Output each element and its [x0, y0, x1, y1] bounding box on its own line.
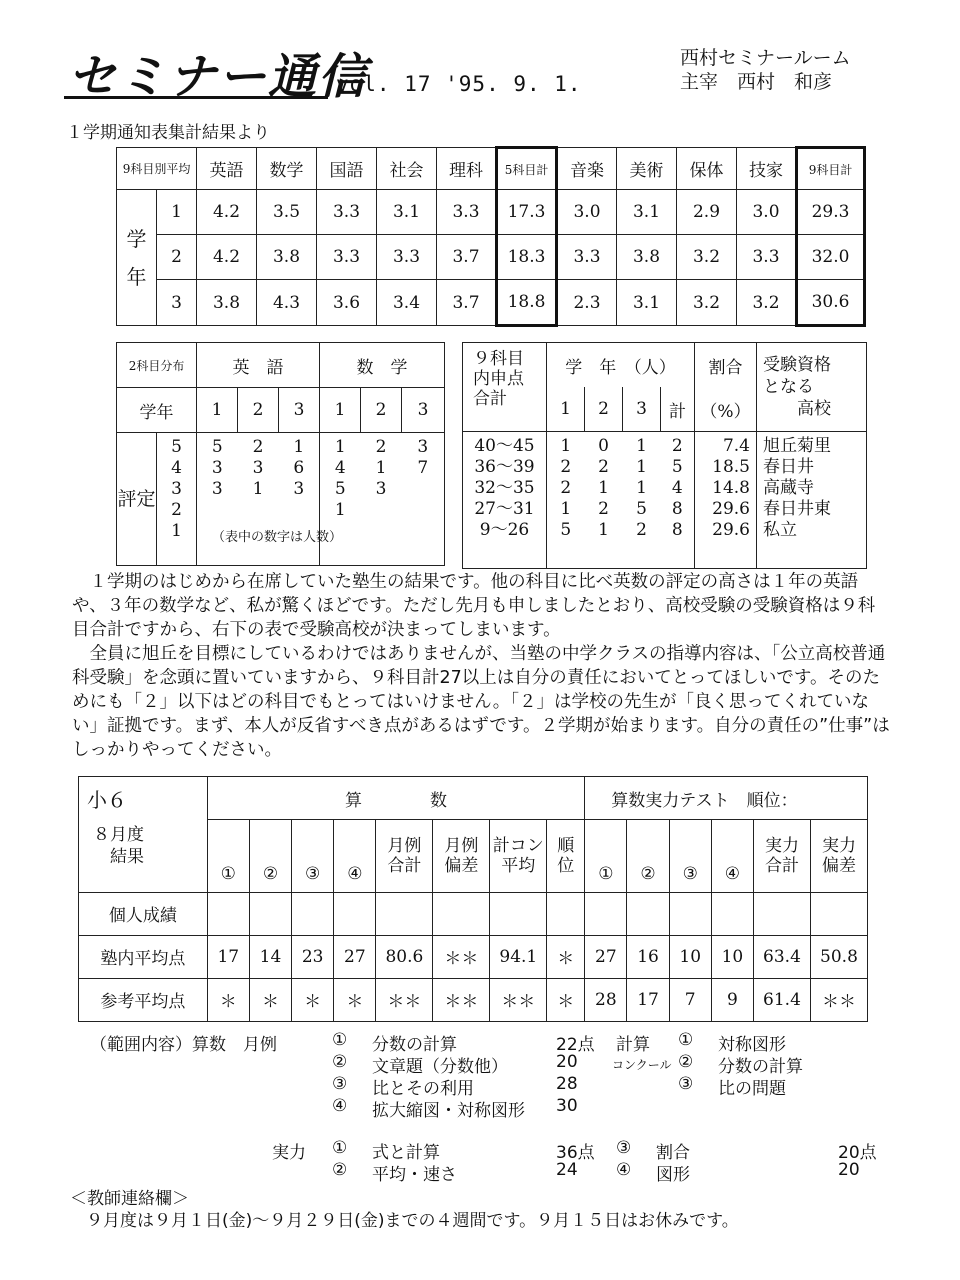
year-header: 2	[238, 388, 279, 433]
grade-cell: 4.2	[197, 190, 257, 235]
grade-cell: 3.8	[197, 280, 257, 326]
score-cell	[433, 892, 490, 935]
calc-topic: 対称図形	[718, 1035, 786, 1055]
year-header: 1	[197, 388, 238, 433]
score-cell: ＊＊	[490, 978, 547, 1021]
score-cell	[810, 892, 867, 935]
grade-total-cell: 18.8	[497, 280, 557, 326]
monthly-points: 28	[556, 1074, 578, 1094]
calc-topic: 比の問題	[718, 1079, 786, 1099]
sub-header: 月例 偏差	[433, 820, 490, 893]
monthly-no: ③	[332, 1074, 348, 1094]
org-owner: 主宰 西村 和彦	[680, 71, 833, 93]
score-cell: 28	[585, 978, 627, 1021]
subject-header: 技家	[737, 148, 797, 190]
table-row	[79, 978, 868, 1021]
score-cell: 61.4	[754, 978, 811, 1021]
score-cell	[207, 892, 249, 935]
sub-header: 順 位	[547, 820, 585, 893]
total-header: 計	[661, 387, 695, 432]
ability-no: ②	[332, 1160, 348, 1180]
score-cell: 17	[207, 935, 249, 978]
period-label: ８月度 結果	[79, 820, 208, 893]
score-cell: ＊	[207, 978, 249, 1021]
sub-header: ②	[627, 820, 669, 893]
grade-cell: 3.7	[437, 235, 497, 280]
sub-header: 計コン 平均	[490, 820, 547, 893]
grade-cell: 4.3	[257, 280, 317, 326]
monthly-no: ④	[332, 1096, 348, 1116]
percent-header: （%）	[695, 387, 757, 432]
subject-header: 音楽	[557, 148, 617, 190]
score-cell: ＊	[292, 978, 334, 1021]
grade-cell: 3.2	[737, 280, 797, 326]
calc-no: ③	[678, 1074, 694, 1094]
score-cell: 16	[627, 935, 669, 978]
dist-column: 2 3 1	[238, 433, 279, 566]
range-header: ９科目 内申点 合計	[463, 343, 547, 432]
ability-topic: 平均・速さ	[372, 1165, 457, 1185]
calc-no: ①	[678, 1030, 694, 1050]
ability-points: 20点	[838, 1143, 877, 1163]
score-cell: ＊	[249, 978, 291, 1021]
year-header: 3	[402, 388, 445, 433]
table-row	[117, 235, 865, 280]
range-label: （範囲内容）算数 月例	[90, 1035, 277, 1055]
commentary	[72, 570, 892, 762]
sub-header: ④	[334, 820, 376, 893]
subject-header: 国語	[317, 148, 377, 190]
rating-side-label: 評定	[117, 433, 157, 566]
ability-label: 実力	[272, 1143, 306, 1163]
teacher-notes-heading: ＜教師連絡欄＞	[70, 1189, 189, 1209]
calc-label: 計算	[616, 1035, 650, 1055]
grade-cell: 3.0	[557, 190, 617, 235]
ability-no: ④	[616, 1160, 632, 1180]
sub-header: ①	[207, 820, 249, 893]
subject-header: 英語	[197, 148, 257, 190]
year-header: 3	[279, 388, 320, 433]
score-cell: 63.4	[754, 935, 811, 978]
score-cell: 7	[669, 978, 711, 1021]
subject-header: 保体	[677, 148, 737, 190]
class-label: 小６	[79, 777, 208, 820]
grade-cell: 2.9	[677, 190, 737, 235]
ability-no: ③	[616, 1138, 632, 1158]
score-cell: 27	[585, 935, 627, 978]
grade-cell: 3.3	[317, 190, 377, 235]
dist-column: 1 6 3	[279, 433, 320, 566]
score-cell	[669, 892, 711, 935]
subject-header-nine-total: 9科目計	[797, 148, 865, 190]
score-cell: 10	[669, 935, 711, 978]
sub-header: 実力 合計	[754, 820, 811, 893]
table-corner: 2科目分布	[117, 343, 197, 388]
grade-cell: 3.5	[257, 190, 317, 235]
ability-points: 20	[838, 1160, 860, 1180]
grade-total-cell: 17.3	[497, 190, 557, 235]
score-cell: ＊＊	[433, 935, 490, 978]
math-header: 数 学	[320, 343, 445, 388]
score-cell	[249, 892, 291, 935]
score-cell: ＊＊	[433, 978, 490, 1021]
grade-cell: 3.2	[677, 280, 737, 326]
sub-header: ④	[711, 820, 753, 893]
grade-total-cell: 18.3	[497, 235, 557, 280]
distribution-note: （表中の数字は人数）	[212, 530, 343, 545]
year-header: 2	[585, 387, 623, 432]
score-cell	[585, 892, 627, 935]
math-section-header: 算 数	[207, 777, 585, 820]
ratio-header: 割合	[695, 343, 757, 388]
grade-cell: 3.4	[377, 280, 437, 326]
grade-cell: 3.3	[437, 190, 497, 235]
year-count-header: 学 年 （人）	[547, 343, 695, 388]
score-cell	[547, 892, 585, 935]
eligibility-table	[462, 342, 867, 569]
grade-cell: 3.8	[257, 235, 317, 280]
year-header: 1	[320, 388, 361, 433]
ability-no: ①	[332, 1138, 348, 1158]
subject-header: 理科	[437, 148, 497, 190]
score-cell: 94.1	[490, 935, 547, 978]
score-cell: ＊	[334, 978, 376, 1021]
table-row	[117, 190, 865, 235]
monthly-points: 20	[556, 1052, 578, 1072]
teacher-notes-text: ９月度は９月１日(金)〜９月２９日(金)までの４週間です。９月１５日はお休みです。	[86, 1211, 739, 1231]
table-row	[117, 280, 865, 326]
subject-header: 数学	[257, 148, 317, 190]
year2-counts: 0 2 1 2 1	[585, 432, 623, 569]
year-header: 2	[361, 388, 402, 433]
grade-cell: 3.0	[737, 190, 797, 235]
sub-header: ②	[249, 820, 291, 893]
ability-test-header: 算数実力テスト 順位：	[585, 777, 868, 820]
score-cell: ＊＊	[376, 978, 433, 1021]
sub-header: ①	[585, 820, 627, 893]
score-cell	[711, 892, 753, 935]
ratio-values: 7.4 18.5 14.8 29.6 29.6	[695, 432, 757, 569]
monthly-no: ②	[332, 1052, 348, 1072]
ability-points: 24	[556, 1160, 578, 1180]
grade-cell: 3.3	[317, 235, 377, 280]
dist-column: 3 7	[402, 433, 445, 566]
score-cell	[490, 892, 547, 935]
calc-topic: 分数の計算	[718, 1057, 803, 1077]
score-cell: 9	[711, 978, 753, 1021]
rating-values: 5 4 3 2 1	[157, 433, 197, 566]
year-cell: 2	[157, 235, 197, 280]
grade-average-table	[116, 146, 866, 327]
row-label: 個人成績	[79, 892, 208, 935]
sub-header: ③	[669, 820, 711, 893]
score-cell	[292, 892, 334, 935]
math-results-table	[78, 776, 868, 1022]
table-row	[79, 935, 868, 978]
table-row	[79, 892, 868, 935]
total-counts: 2 5 4 8 8	[661, 432, 695, 569]
dist-column: 1 4 5 1	[320, 433, 361, 566]
score-cell: ＊＊	[810, 978, 867, 1021]
summary-caption: １学期通知表集計結果より	[66, 123, 270, 143]
volume-date: vol. 17 '95. 9. 1.	[336, 72, 582, 96]
ability-topic: 割合	[656, 1143, 690, 1163]
grade-cell: 3.6	[317, 280, 377, 326]
ability-topic: 式と計算	[372, 1143, 440, 1163]
score-cell	[334, 892, 376, 935]
grade-cell: 3.3	[557, 235, 617, 280]
ability-points: 36点	[556, 1143, 595, 1163]
monthly-topic: 比とその利用	[372, 1079, 474, 1099]
grade-cell: 3.8	[617, 235, 677, 280]
commentary-paragraph-2: 全員に旭丘を目標にしているわけではありませんが、当塾の中学クラスの指導内容は、「公立高校普通科受験」を念頭に置いていますから、９科目計27以上は自分の責任においてとってほしいです。そのためにも「２」以下はどの科目でもとってはいけません。「２」は学校の先生が「良く思ってくれていない」証拠です。まず、本人が反省すべき点があるはずです。２学期が始まります。自分の責任の”仕事”はしっかりやってください。	[72, 644, 890, 760]
org-name: 西村セミナールーム	[680, 47, 851, 69]
score-cell: 23	[292, 935, 334, 978]
english-header: 英 語	[197, 343, 320, 388]
grade-cell: 3.7	[437, 280, 497, 326]
score-cell	[627, 892, 669, 935]
sub-header: 実力 偏差	[810, 820, 867, 893]
year-cell: 3	[157, 280, 197, 326]
eligible-schools: 旭丘菊里 春日井 高蔵寺 春日井東 私立	[757, 432, 867, 569]
concours-label: コンクール	[612, 1058, 672, 1072]
title-underline	[64, 96, 328, 99]
year-cell: 1	[157, 190, 197, 235]
grade-cell: 3.1	[617, 190, 677, 235]
score-cell: 80.6	[376, 935, 433, 978]
score-cell: 10	[711, 935, 753, 978]
monthly-topic: 分数の計算	[372, 1035, 457, 1055]
table-corner: 9科目別平均	[117, 148, 197, 190]
monthly-no: ①	[332, 1030, 348, 1050]
grade-cell: 3.1	[377, 190, 437, 235]
grade-cell: 3.3	[737, 235, 797, 280]
grade-total-cell: 30.6	[797, 280, 865, 326]
year-header: 1	[547, 387, 585, 432]
subject-header-five-total: 5科目計	[497, 148, 557, 190]
school-header: 受験資格 となる 高校	[757, 343, 867, 432]
year1-counts: 1 2 2 1 5	[547, 432, 585, 569]
subject-header: 社会	[377, 148, 437, 190]
monthly-topic: 文章題（分数他）	[372, 1057, 508, 1077]
newsletter-title: セミナー通信	[68, 49, 369, 105]
grade-cell: 3.1	[617, 280, 677, 326]
score-cell: 17	[627, 978, 669, 1021]
row-label: 塾内平均点	[79, 935, 208, 978]
dist-column: 2 1 3	[361, 433, 402, 566]
dist-column: 5 3 3	[197, 433, 238, 566]
score-cell: 27	[334, 935, 376, 978]
monthly-topic: 拡大縮図・対称図形	[372, 1101, 525, 1121]
year3-counts: 1 1 1 5 2	[623, 432, 661, 569]
score-cell: 14	[249, 935, 291, 978]
grade-cell: 3.2	[677, 235, 737, 280]
score-ranges: 40〜45 36〜39 32〜35 27〜31 9〜26	[463, 432, 547, 569]
score-cell	[376, 892, 433, 935]
year-header: 3	[623, 387, 661, 432]
ability-topic: 図形	[656, 1165, 690, 1185]
grade-cell: 3.3	[377, 235, 437, 280]
sub-header: 月例 合計	[376, 820, 433, 893]
grade-cell: 4.2	[197, 235, 257, 280]
organization-block	[680, 46, 851, 94]
sub-header: ③	[292, 820, 334, 893]
subject-header: 美術	[617, 148, 677, 190]
grade-cell: 2.3	[557, 280, 617, 326]
monthly-points: 22点	[556, 1035, 595, 1055]
row-group-label: 学年	[117, 190, 157, 326]
score-cell	[754, 892, 811, 935]
calc-no: ②	[678, 1052, 694, 1072]
score-cell: ＊	[547, 935, 585, 978]
score-cell: ＊	[547, 978, 585, 1021]
grade-total-cell: 32.0	[797, 235, 865, 280]
score-cell: 50.8	[810, 935, 867, 978]
commentary-paragraph-1: １学期のはじめから在席していた塾生の結果です。他の科目に比べ英数の評定の高さは１年の英語や、３年の数学など、私が驚くほどです。ただし先月も申しましたとおり、高校受験の受験資格は９科目合計ですから、右下の表で受験高校が決まってしまいます。	[72, 572, 876, 640]
row-label: 参考平均点	[79, 978, 208, 1021]
grade-total-cell: 29.3	[797, 190, 865, 235]
monthly-points: 30	[556, 1096, 578, 1116]
year-label: 学年	[117, 388, 197, 433]
